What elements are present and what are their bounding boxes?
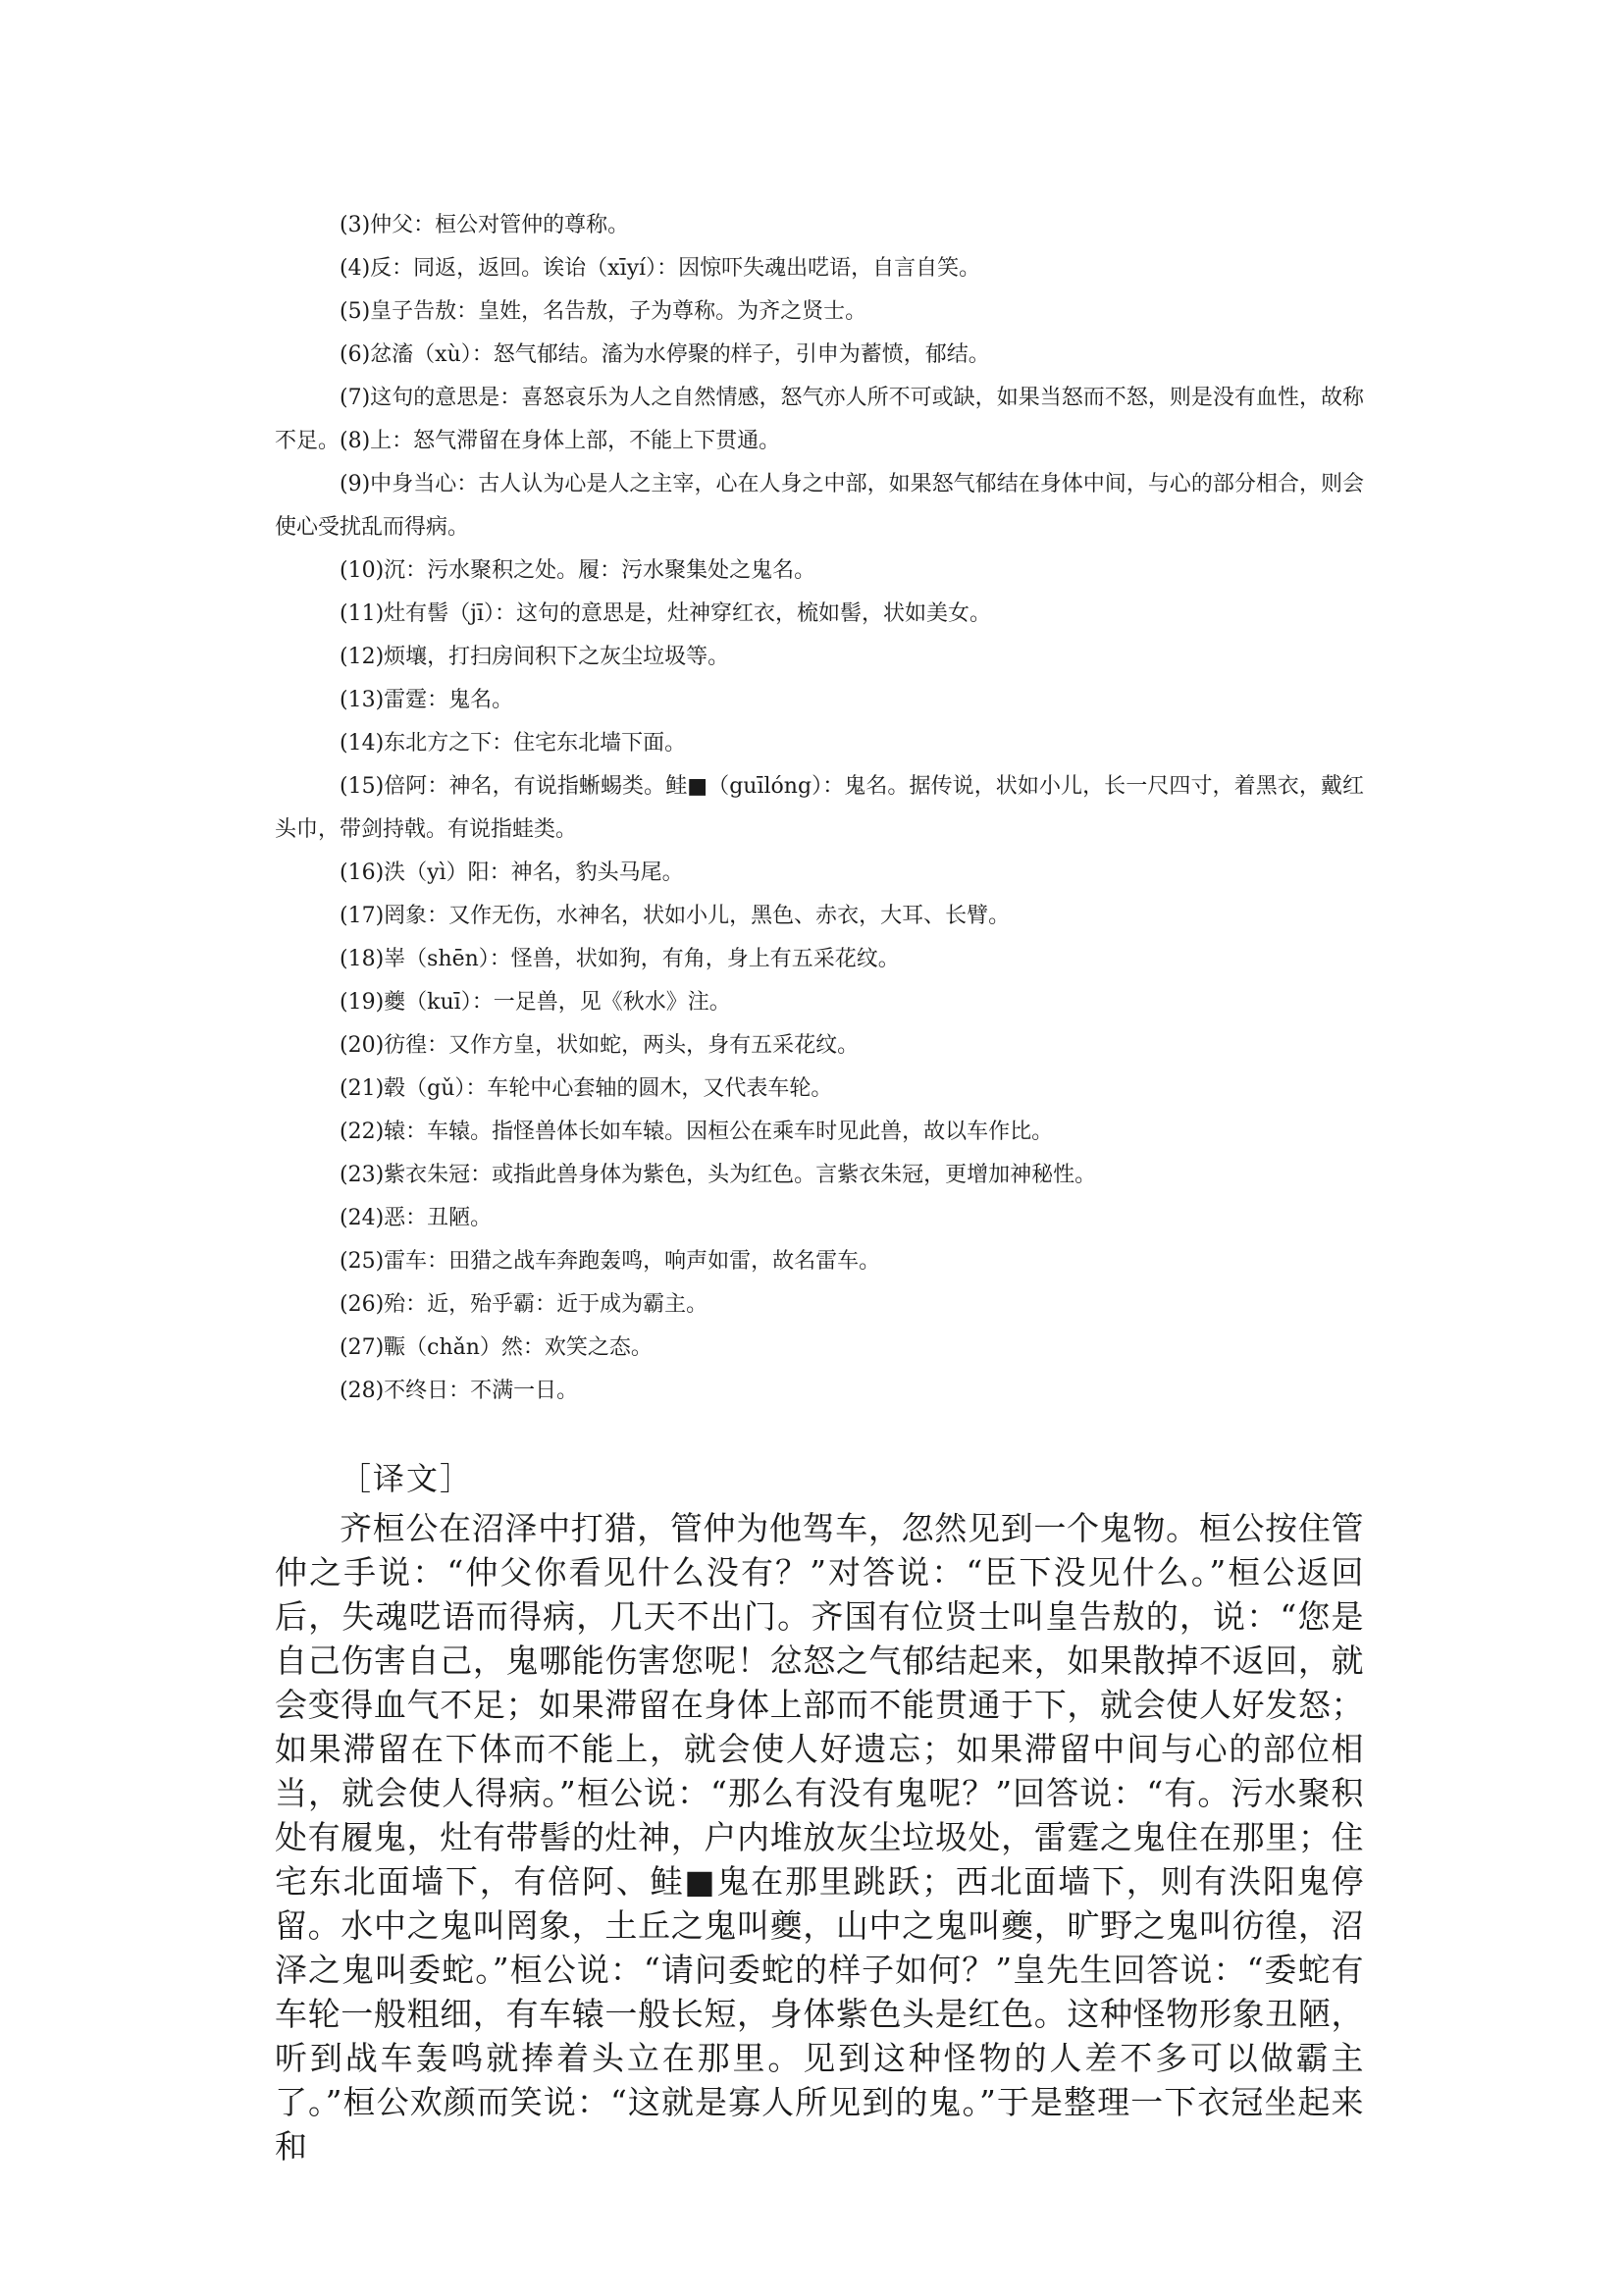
translation-heading: ［译文］ xyxy=(340,1460,474,1497)
note-item: (7)这句的意思是：喜怒哀乐为人之自然情感，怒气亦人所不可或缺，如果当怒而不怒，则是没有血性，故称不足。(8)上：怒气滞留在身体上部，不能上下贯通。 xyxy=(275,386,1364,453)
note-item: (12)烦壤，打扫房间积下之灰尘垃圾等。 xyxy=(340,645,730,669)
note-item: (4)反：同返，返回。诶诒（xīyí）：因惊吓失魂出呓语，自言自笑。 xyxy=(340,256,981,281)
note-item: (15)倍阿：神名，有说指蜥蜴类。鲑■（guīlóng）：鬼名。据传说，状如小儿，长一尺四寸，着黑衣，戴红头巾，带剑持戟。有说指蛙类。 xyxy=(275,774,1364,842)
note-item: (11)灶有髻（jī）：这句的意思是，灶神穿红衣，梳如髻，状如美女。 xyxy=(340,601,992,626)
note-item: (20)彷徨：又作方皇，状如蛇，两头，身有五采花纹。 xyxy=(340,1033,860,1058)
translation-section xyxy=(275,1457,1364,2168)
translation-body: 齐桓公在沼泽中打猎，管仲为他驾车，忽然见到一个鬼物。桓公按住管仲之手说：“仲父你看见什么没有？”对答说：“臣下没见什么。”桓公返回后，失魂呓语而得病，几天不出门。齐国有位贤士叫皇告敖的，说：“您是自己伤害自己，鬼哪能伤害您呢！忿怒之气郁结起来，如果散掉不返回，就会变得血气不足；如果滞留在身体上部而不能贯通于下，就会使人好发怒；如果滞留在下体而不能上，就会使人好遗忘；如果滞留中间与心的部位相当，就会使人得病。”桓公说：“那么有没有鬼呢？”回答说：“有。污水聚积处有履鬼，灶有带髻的灶神，户内堆放灰尘垃圾处，雷霆之鬼住在那里；住宅东北面墙下，有倍阿、鲑■鬼在那里跳跃；西北面墙下，则有泆阳鬼停留。水中之鬼叫罔象，土丘之鬼叫夔，山中之鬼叫夔，旷野之鬼叫彷徨，沼泽之鬼叫委蛇。”桓公说：“请问委蛇的样子如何？”皇先生回答说：“委蛇有车轮一般粗细，有车辕一般长短，身体紫色头是红色。这种怪物形象丑陋，听到战车轰鸣就捧着头立在那里。见到这种怪物的人差不多可以做霸主了。”桓公欢颜而笑说：“这就是寡人所见到的鬼。”于是整理一下衣冠坐起来和 xyxy=(275,1509,1364,2165)
note-item: (22)辕：车辕。指怪兽体长如车辕。因桓公在乘车时见此兽，故以车作比。 xyxy=(340,1120,1054,1144)
note-item: (18)峷（shēn）：怪兽，状如狗，有角，身上有五采花纹。 xyxy=(340,947,900,971)
note-item: (24)恶：丑陋。 xyxy=(340,1206,493,1230)
note-item: (28)不终日：不满一日。 xyxy=(340,1379,579,1403)
note-item: (13)雷霆：鬼名。 xyxy=(340,688,514,712)
note-item: (25)雷车：田猎之战车奔跑轰鸣，响声如雷，故名雷车。 xyxy=(340,1249,881,1274)
note-item: (16)泆（yì）阳：神名，豹头马尾。 xyxy=(340,860,684,885)
note-item: (17)罔象：又作无伤，水神名，状如小儿，黑色、赤衣，大耳、长臂。 xyxy=(340,904,1011,928)
note-item: (9)中身当心：古人认为心是人之主宰，心在人身之中部，如果怒气郁结在身体中间，与心的部分相合，则会使心受扰乱而得病。 xyxy=(275,472,1364,540)
note-item: (27)辴（chǎn）然：欢笑之态。 xyxy=(340,1335,653,1360)
annotation-notes xyxy=(275,204,1364,1413)
note-item: (3)仲父：桓公对管仲的尊称。 xyxy=(340,213,630,237)
note-item: (14)东北方之下：住宅东北墙下面。 xyxy=(340,731,687,756)
note-item: (6)忿滀（xù）：怒气郁结。滀为水停聚的样子，引申为蓄愤，郁结。 xyxy=(340,342,990,367)
note-item: (19)夔（kuī）：一足兽，见《秋水》注。 xyxy=(340,990,731,1015)
note-item: (21)毂（gǔ）：车轮中心套轴的圆木，又代表车轮。 xyxy=(340,1076,833,1101)
note-item: (10)沉：污水聚积之处。履：污水聚集处之鬼名。 xyxy=(340,558,816,583)
note-item: (5)皇子告敖：皇姓，名告敖，子为尊称。为齐之贤士。 xyxy=(340,299,867,324)
note-item: (23)紫衣朱冠：或指此兽身体为紫色，头为红色。言紫衣朱冠，更增加神秘性。 xyxy=(340,1163,1097,1187)
note-item: (26)殆：近，殆乎霸：近于成为霸主。 xyxy=(340,1292,708,1317)
